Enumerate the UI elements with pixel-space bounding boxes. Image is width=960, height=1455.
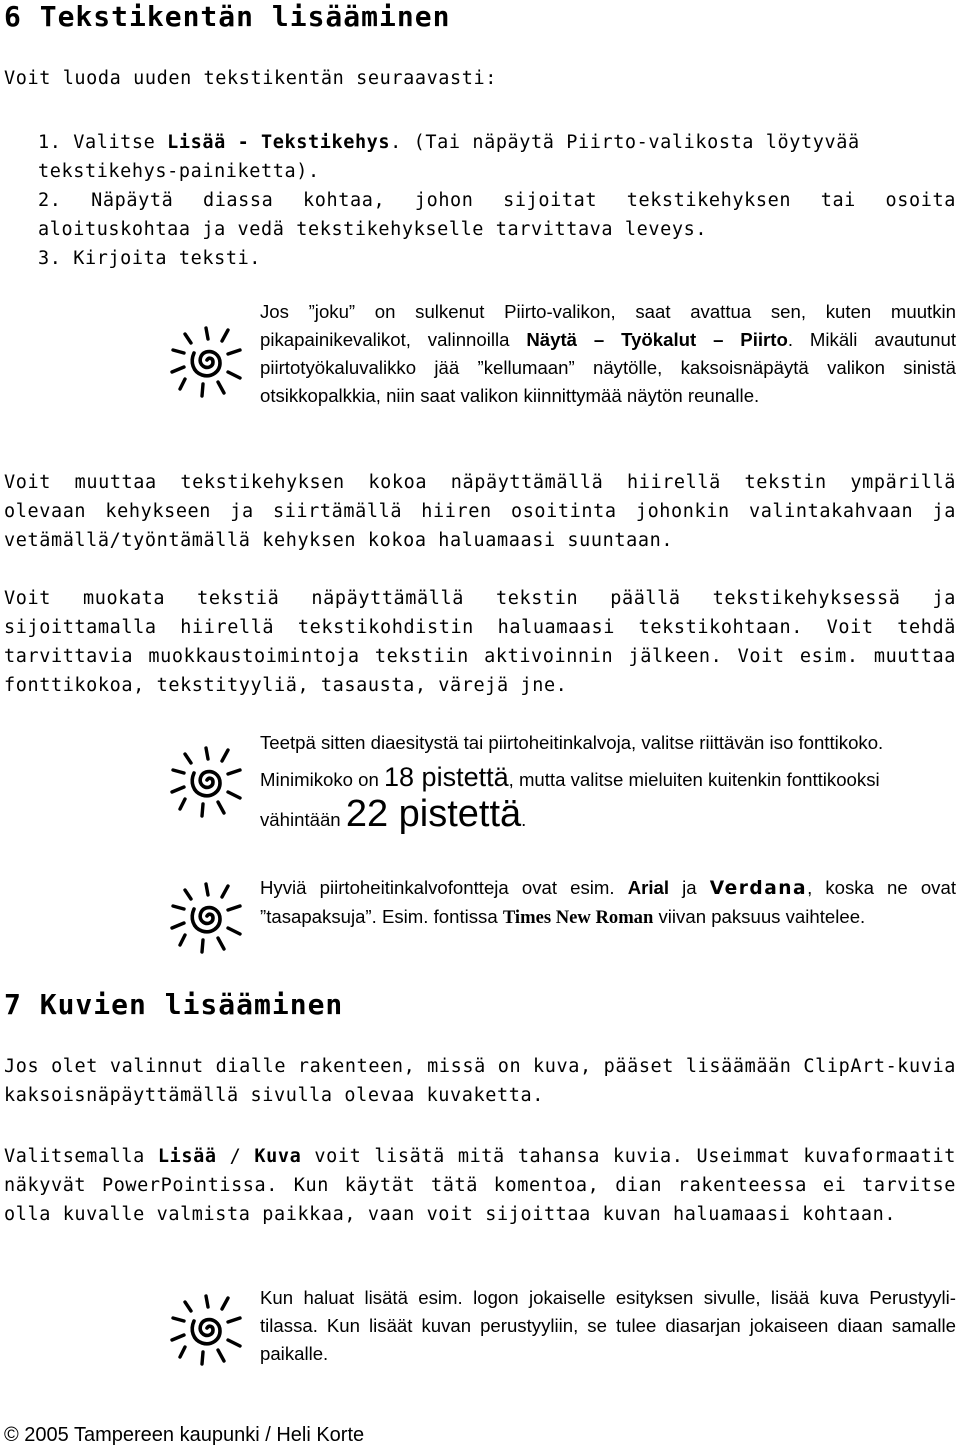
tip-note-2: Teetpä sitten diaesitystä tai piirtoheitinkalvoja, valitse riittävän iso fonttikoko. Minimikoko on 18 pistettä, mutta valitse mieluiten kuitenkin fonttikooksi vähintään 22 pistettä. (260, 732, 884, 835)
section-6-heading: 6 Tekstikentän lisääminen (4, 0, 451, 33)
step-1 (38, 128, 956, 186)
menu-path: Lisää (157, 1146, 217, 1167)
menu-path: Lisää - Tekstikehys (167, 132, 391, 153)
step-number: 2. (38, 190, 62, 211)
step-2 (38, 186, 956, 244)
menu-path: Kuva (254, 1146, 302, 1167)
font-sample-arial: Arial (627, 877, 670, 898)
sun-tip-icon (168, 1290, 246, 1368)
menu-path: Näytä – Työkalut – Piirto (526, 329, 788, 350)
step-number: 1. (38, 132, 62, 153)
section-7-heading: 7 Kuvien lisääminen (4, 988, 344, 1021)
step-text: Valitse (73, 132, 168, 153)
sun-tip-icon (168, 742, 246, 820)
sun-tip-icon (168, 878, 246, 956)
paragraph-insert-picture: Valitsemalla Lisää / Kuva voit lisätä mitä tahansa kuvia. Useimmat kuvaformaatit näkyvät PowerPointissa. Kun käytät tätä komentoa, dian rakenteessa ei tarvitse olla kuvalle valmista paikkaa, vaan voit sijoittaa kuvan haluamaasi kohtaan. (4, 1146, 957, 1225)
font-sample-times: Times New Roman (502, 907, 654, 928)
tip-note-3: Hyviä piirtoheitinkalvofontteja ovat esim. Arial ja Verdana, koska ne ovat ”tasapaksuja”. Esim. fontissa Times New Roman viivan paksuus vaihtelee. (260, 877, 956, 928)
paragraph-edit: Voit muokata tekstiä näpäyttämällä tekstin päällä tekstikehyksessä ja sijoittamalla hiirellä tekstikohdistin haluamaasi tekstikohtaan. Voit tehdä tarvittavia muokkaustoimintoja tekstiin aktivoinnin jälkeen. Voit esim. muuttaa fonttikokoa, tekstityyliä, tasausta, värejä jne. (4, 588, 956, 696)
step-number: 3. (38, 248, 62, 269)
intro-text: Voit luoda uuden tekstikentän seuraavasti: (4, 68, 497, 89)
paragraph-clipart: Jos olet valinnut dialle rakenteen, missä on kuva, pääset lisäämään ClipArt-kuvia kaksoisnäpäyttämällä sivulla olevaa kuvaketta. (4, 1056, 956, 1106)
step-text: Näpäytä diassa kohtaa, johon sijoitat tekstikehyksen tai osoita aloituskohtaa ja vedä tekstikehykselle tarvittava leveys. (38, 190, 956, 240)
tip-note-4: Kun haluat lisätä esim. logon jokaiselle esityksen sivulle, lisää kuva Perustyyli-tilassa. Kun lisäät kuvan perustyyliin, se tulee diasarjan jokaiseen diaan samalle paikalle. (260, 1287, 956, 1364)
font-sample-verdana: Verdana (709, 878, 808, 899)
font-size-18: 18 pistettä (384, 762, 509, 792)
footer-copyright: © 2005 Tampereen kaupunki / Heli Korte (4, 1424, 365, 1446)
step-text: . (Tai näpäytä Piirto-valikosta löytyvää tekstikehys-painiketta). (38, 132, 860, 182)
step-3 (38, 244, 956, 273)
tip-note-1: Jos ”joku” on sulkenut Piirto-valikon, saat avattua sen, kuten muutkin pikapainikevalikot, valinnoilla Näytä – Työkalut – Piirto. Mikäli avautunut piirtotyökaluvalikko jää ”kellumaan” näytölle, kaksoisnäpäytä valikon sinistä otsikkopalkkia, niin saat valikon kiinnittymää näytön reunalle. (260, 301, 956, 406)
sun-tip-icon (168, 322, 246, 400)
paragraph-resize: Voit muuttaa tekstikehyksen kokoa näpäyttämällä hiirellä tekstin ympärillä olevaan kehykseen ja siirtämällä hiiren osoitinta johonkin valintakahvaan ja vetämällä/työntämällä kehyksen kokoa haluamaasi suuntaan. (4, 472, 956, 551)
step-text: Kirjoita teksti. (73, 248, 262, 269)
font-size-22: 22 pistettä (345, 793, 522, 835)
